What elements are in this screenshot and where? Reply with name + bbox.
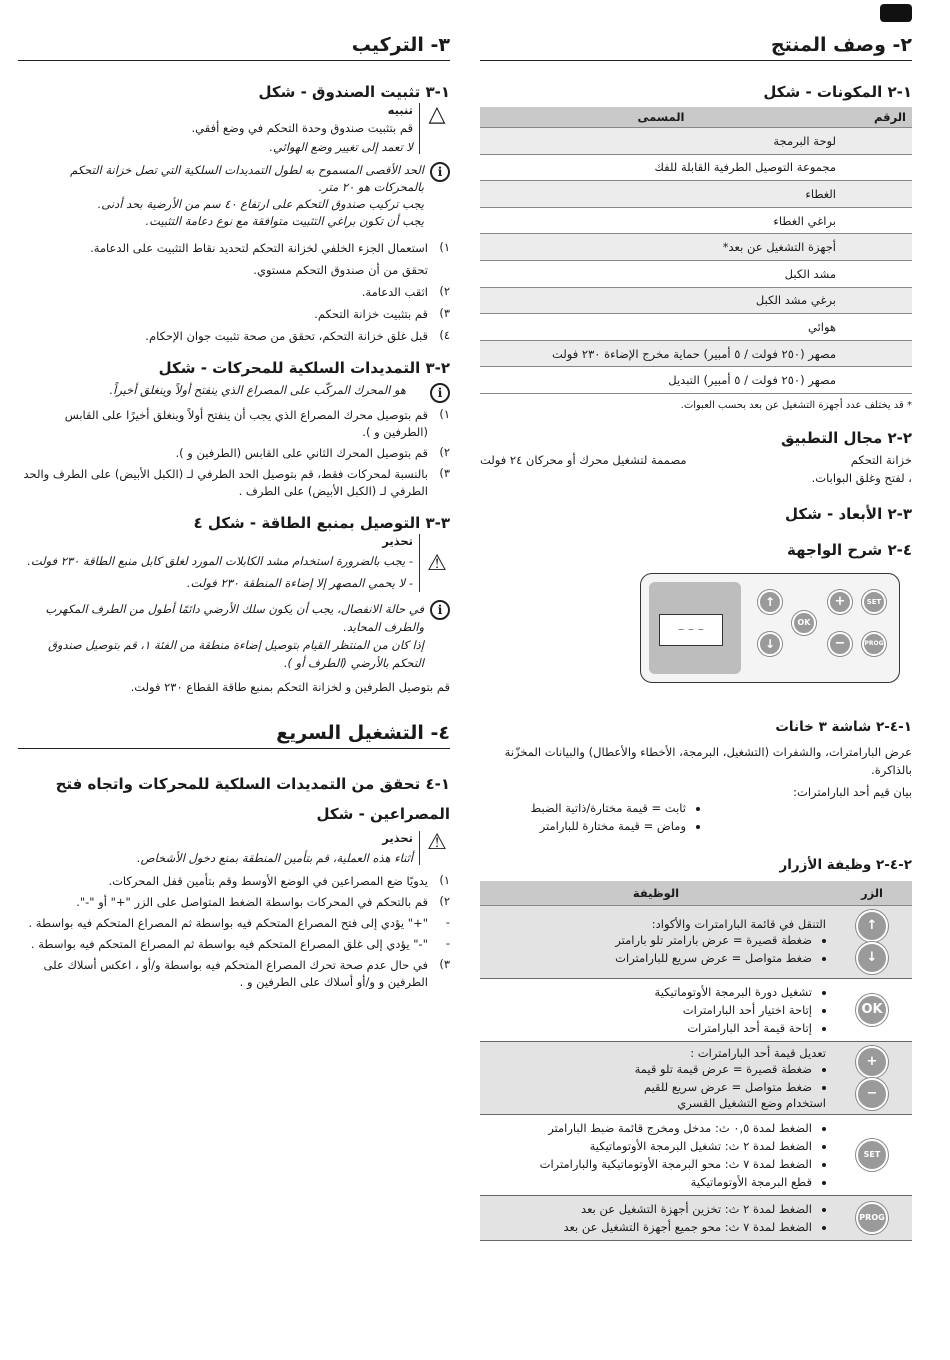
table-row (480, 314, 912, 341)
row-number-cell (842, 287, 912, 314)
components-footnote: * قد يختلف عدد أجهزة التشغيل عن بعد بحسب العبوات. (680, 399, 912, 411)
minus-button-icon[interactable]: − (828, 632, 852, 656)
box-fix-title: ١-٣ تثبيت الصندوق - شكل (258, 83, 450, 101)
list-item: • ضغط متواصل = عرض سريع للقيم (486, 1078, 812, 1096)
row-number-cell (842, 234, 912, 261)
info-line: في حالة الانفصال، يجب أن يكون سلك الأرضي دائمًا أطول من الطرف المكهرب والطرف المحايد. (45, 602, 424, 634)
col-function-header: الوظيفة (480, 881, 832, 906)
info-line: الحد الأقصى المسموح به لطول التمديدات السلكية التي تصل خزانة التحكم بالمحركات هو ٢٠ متر. (70, 163, 424, 194)
button-icon: − (856, 1078, 888, 1110)
button-icon: + (856, 1046, 888, 1078)
step-text: في حال عدم صحة تحرك المصراع المتحكم فيه بواسطة و/أو ، اعكس أسلاك على الطرفين و و/أو أسلاك على الطرفين و . (43, 958, 428, 989)
set-button-icon[interactable]: SET (862, 590, 886, 614)
row-number-cell (842, 154, 912, 181)
function-intro: التنقل في قائمة البارامترات والأكواد: (651, 916, 826, 931)
power-title: ٣-٣ التوصيل بمنبع الطاقة - شكل ٤ (193, 514, 450, 532)
list-item: • تشغيل دورة البرمجة الأوتوماتيكية (486, 983, 812, 1001)
step-number: - (445, 936, 450, 950)
step-number: ٣) (439, 957, 450, 971)
step-text: استعمال الجزء الخلفي لخزانة التحكم لتحديد نقاط التثبيت على الدعامة. (90, 241, 428, 255)
step-text: اثقب الدعامة. (361, 285, 428, 299)
step-text: قم بتوصيل محرك المصراع الذي يجب أن ينفتح أولاً وينغلق أخيرًا على القابس (الطرفين و ). (64, 408, 428, 439)
step-text: بالنسبة لمحركات فقط، قم بتوصيل الحد الطرفي لـ (الكبل الأبيض) على الطرف والحد الطرفي لـ (الكبل الأبيض) على الطرف . (23, 467, 428, 498)
list-item: • ثابت = قيمة مختارة/ذاتية الضبط (480, 799, 686, 817)
row-number-cell (842, 314, 912, 341)
function-list (486, 1200, 826, 1236)
list-item (18, 466, 450, 500)
warning-line: - يجب بالضرورة استخدام مشد الكابلات المورد لغلق كابل منبع الطاقة ٢٣٠ فولت. (27, 554, 413, 568)
list-item (18, 306, 450, 323)
list-item (18, 936, 450, 953)
list-item: • إتاحة اختيار أحد البارامترات (486, 1001, 812, 1019)
table-row (480, 207, 912, 234)
button-icon: SET (856, 1139, 888, 1171)
function-outro: استخدام وضع التشغيل القسري (677, 1095, 826, 1110)
function-cell (480, 978, 832, 1041)
step-number: ١) (439, 240, 450, 254)
row-name-cell: مشد الكبل (480, 260, 842, 287)
down-arrow-icon[interactable]: ↓ (758, 632, 782, 656)
function-list (486, 1119, 826, 1191)
row-number-cell (842, 128, 912, 155)
col-button-header: الزر (832, 881, 912, 906)
list-item: • إتاحة قيمة أحد البارامترات (486, 1019, 812, 1037)
function-cell (480, 1195, 832, 1240)
list-item: • الضغط لمدة ٧ ث: محو البرمجة الأوتوماتيكية والبارامترات (486, 1155, 812, 1173)
step-number: ١) (439, 873, 450, 887)
buttons-table (480, 881, 912, 1241)
list-item (18, 262, 450, 279)
list-item: • قطع البرمجة الأوتوماتيكية (486, 1173, 812, 1191)
list-item (18, 240, 450, 257)
function-list (486, 931, 826, 967)
list-item: • ضغطة قصيرة = عرض قيمة تلو قيمة (486, 1060, 812, 1078)
quick-warning-block (18, 831, 450, 865)
display-screen: – – – (659, 614, 723, 646)
list-item (18, 445, 450, 462)
step-number: - (445, 915, 450, 929)
warning-label: تحذير (382, 534, 413, 548)
row-name-cell: براغي الغطاء (480, 207, 842, 234)
application-text-a: خزانة التحكم (850, 452, 912, 467)
panel-keypad (751, 580, 893, 676)
warning-line: أثناء هذه العملية، قم بتأمين المنطقة بمنع دخول الأشخاص. (137, 851, 413, 865)
section-title-quick-start: ٤- التشغيل السريع (18, 694, 450, 749)
table-row (480, 287, 912, 314)
step-number: ٣) (439, 306, 450, 320)
row-name-cell: مصهر (٢٥٠ فولت / ٥ أمبير) التبديل (480, 367, 842, 394)
list-item (18, 915, 450, 932)
box-fix-steps (18, 240, 450, 345)
step-text: تحقق من أن صندوق التحكم مستوي. (253, 263, 428, 277)
table-row (480, 1195, 912, 1240)
step-text: قم بتوصيل المحرك الثاني على القابس (الطرفين و ). (175, 446, 428, 460)
up-arrow-icon[interactable]: ↑ (758, 590, 782, 614)
step-text: "+" يؤدي إلى فتح المصراع المتحكم فيه بواسطة ثم المصراع المتحكم فيه بواسطة . (28, 916, 428, 930)
motor-steps (18, 407, 450, 500)
list-item: • وماض = قيمة مختارة للبارامتر (480, 817, 686, 835)
table-row (480, 234, 912, 261)
application-line (480, 453, 912, 467)
function-cell (480, 1114, 832, 1195)
quick-steps (18, 873, 450, 991)
table-row (480, 181, 912, 208)
step-number: ٣) (439, 466, 450, 480)
control-panel-illustration (480, 559, 912, 709)
list-item: • الضغط لمدة ٧ ث: محو جميع أجهزة التشغيل عن بعد (486, 1218, 812, 1236)
button-icon-cell (832, 1114, 912, 1195)
info-text (18, 162, 430, 230)
interface-title: ٤-٢ شرح الواجهة (786, 540, 912, 559)
step-text: يدويًا ضع المصراعين في الوضع الأوسط وقم بتأمين قفل المحركات. (108, 874, 428, 888)
list-item (18, 873, 450, 890)
table-row (480, 128, 912, 155)
step-number: ٢) (439, 894, 450, 908)
table-row (480, 340, 912, 367)
row-number-cell (842, 340, 912, 367)
button-icon: ↑ (856, 910, 888, 942)
motor-info-block (18, 383, 450, 403)
power-info-block (18, 600, 450, 672)
button-icon-cell (832, 1041, 912, 1114)
caution-label: تنبيه (387, 103, 413, 117)
info-icon: i (430, 600, 450, 620)
button-icon-cell (832, 978, 912, 1041)
col-name-header: المسمى (480, 107, 842, 128)
button-icon-cell (832, 1195, 912, 1240)
caution-line: قم بتثبيت صندوق وحدة التحكم في وضع أفقي. (191, 121, 413, 135)
row-name-cell: هوائي (480, 314, 842, 341)
application-text-b: مصممة لتشغيل محرك أو محركان ٢٤ فولت (480, 452, 687, 467)
step-text: قم بتثبيت خزانة التحكم. (314, 307, 428, 321)
table-row (480, 978, 912, 1041)
row-number-cell (842, 181, 912, 208)
row-name-cell: مجموعة التوصيل الطرفية القابلة للفك (480, 154, 842, 181)
screen-values-list (480, 799, 912, 835)
step-text: قبل غلق خزانة التحكم، تحقق من صحة تثبيت جوان الإحكام. (145, 329, 428, 343)
warning-line: - لا يحمي المصهر إلا إضاءة المنطقة ٢٣٠ فولت. (186, 576, 413, 590)
power-info-text (18, 600, 430, 672)
caution-line: لا تعمد إلى تغيير وضع الهوائي. (269, 140, 413, 154)
quick-warning-text (18, 831, 420, 865)
col-number-header: الرقم (842, 107, 912, 128)
installation-column (18, 0, 450, 991)
list-item: • ضغطة قصيرة = عرض بارامتر تلو بارامتر (486, 931, 812, 949)
step-text: "-" يؤدي إلى غلق المصراع المتحكم فيه بواسطة ثم المصراع المتحكم فيه بواسطة . (30, 937, 428, 951)
info-block (18, 162, 450, 230)
product-description-column (480, 0, 912, 1241)
warning-block (18, 534, 450, 592)
warning-triangle-icon: ⚠ (427, 551, 447, 576)
table-row (480, 1041, 912, 1114)
button-icon: ↓ (856, 942, 888, 974)
table-row (480, 1114, 912, 1195)
step-number: ٤) (439, 328, 450, 342)
function-list (486, 1060, 826, 1096)
table-row (480, 367, 912, 394)
row-name-cell: لوحة البرمجة (480, 128, 842, 155)
display-frame (649, 582, 741, 674)
list-item (18, 957, 450, 991)
button-icon: PROG (856, 1202, 888, 1234)
motor-wiring-title: ٢-٣ التمديدات السلكية للمحركات - شكل (158, 359, 450, 377)
row-name-cell: برغي مشد الكبل (480, 287, 842, 314)
panel-body (640, 573, 900, 683)
table-row (480, 905, 912, 978)
motor-info-text: هو المحرك المركّب على المصراع الذي ينفتح أولاً وينغلق أخيراً. (109, 383, 406, 397)
list-item (18, 284, 450, 301)
list-item: • الضغط لمدة ٠,٥ ث: مدخل ومخرج قائمة ضبط البارامتر (486, 1119, 812, 1137)
row-name-cell: أجهزة التشغيل عن بعد* (480, 234, 842, 261)
warning-triangle-icon: ⚠ (427, 830, 447, 855)
power-final-text: قم بتوصيل الطرفين و لخزانة التحكم بمنبع طاقة القطاع ٢٣٠ فولت. (130, 680, 450, 694)
screen-title: ١-٤-٢ شاشة ٣ خانات (775, 718, 912, 735)
step-number: ٢) (439, 284, 450, 298)
dimensions-title: ٣-٢ الأبعاد - شكل (784, 504, 912, 523)
row-name-cell: الغطاء (480, 181, 842, 208)
row-number-cell (842, 367, 912, 394)
function-list (486, 983, 826, 1037)
info-line: إذا كان من المنتظر القيام بتوصيل إضاءة منطقة من الفئة ١، قم بتوصيل صندوق التحكم بالأرضي (الطرف أو ). (48, 638, 424, 670)
list-item (18, 328, 450, 345)
table-row (480, 154, 912, 181)
info-line: يجب أن تكون براغي التثبيت متوافقة مع نوع دعامة التثبيت. (145, 214, 424, 228)
function-cell (480, 1041, 832, 1114)
list-item: • ضغط متواصل = عرض سريع للبارامترات (486, 949, 812, 967)
warning-label: تحذير (382, 831, 413, 845)
list-item (18, 894, 450, 911)
caution-block (18, 103, 450, 154)
screen-values-label: بيان قيم أحد البارامترات: (793, 784, 912, 799)
list-item: • الضغط لمدة ٢ ث: تشغيل البرمجة الأوتوماتيكية (486, 1137, 812, 1155)
info-icon: i (430, 162, 450, 182)
list-item: • الضغط لمدة ٢ ث: تخزين أجهزة التشغيل عن بعد (486, 1200, 812, 1218)
info-icon: i (430, 383, 450, 403)
screen-description: عرض البارامترات، والشفرات (التشغيل، البرمجة، الأخطاء والأعطال) والبيانات المخزّنة بالذاكرة. (504, 744, 912, 777)
buttons-title: ٢-٤-٢ وظيفة الأزرار (779, 856, 912, 873)
section-title-product: ٢- وصف المنتج (480, 0, 912, 61)
step-text: قم بالتحكم في المحركات بواسطة الضغط المتواصل على الزر "+" أو "-". (76, 895, 428, 909)
function-cell (480, 905, 832, 978)
info-line: يجب تركيب صندوق التحكم على ارتفاع ٤٠ سم من الأرضية بحد أدنى. (97, 197, 424, 211)
table-row (480, 260, 912, 287)
list-item (18, 407, 450, 441)
quick-check-title: ١-٤ تحقق من التمديدات السلكية للمحركات واتجاه فتح المصراعين - شكل (55, 775, 450, 823)
plus-button-icon[interactable]: + (828, 590, 852, 614)
step-number: ٢) (439, 445, 450, 459)
components-title: ١-٢ المكونات - شكل (763, 83, 912, 101)
function-intro: تعديل قيمة أحد البارامترات : (690, 1045, 826, 1060)
prog-button-icon[interactable]: PROG (862, 632, 886, 656)
row-number-cell (842, 207, 912, 234)
caution-triangle-icon: △ (428, 102, 446, 127)
button-icon: OK (856, 994, 888, 1026)
section-title-installation: ٣- التركيب (18, 0, 450, 61)
step-number: ١) (439, 407, 450, 421)
caution-text (18, 103, 420, 154)
application-text-c: ، لفتح وغلق البوابات. (811, 470, 912, 485)
row-number-cell (842, 260, 912, 287)
warning-text (18, 534, 420, 592)
components-table (480, 107, 912, 394)
row-name-cell: مصهر (٢٥٠ فولت / ٥ أمبير) حماية مخرج الإضاءة ٢٣٠ فولت (480, 340, 842, 367)
button-icon-cell (832, 905, 912, 978)
application-title: ٢-٢ مجال التطبيق (780, 428, 912, 447)
ok-button-icon[interactable]: OK (792, 611, 816, 635)
